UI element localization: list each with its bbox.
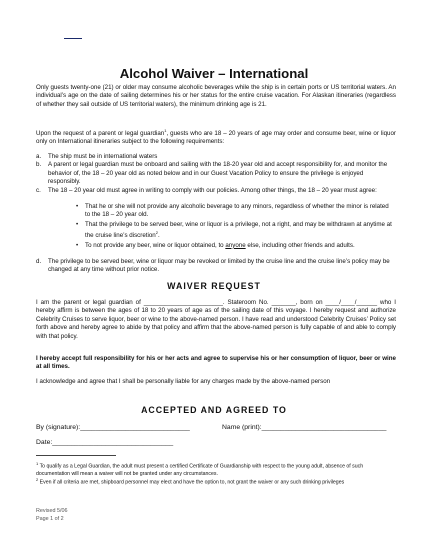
request-paragraph: Upon the request of a parent or legal guardian$^1$, guests who are 18 – 20 years of age may order and consume beer, wine or liquor only on International itineraries subject to the following requirements: bbox=[36, 128, 396, 146]
bullet-item: • That the privilege to be served beer, wine or liquor is a privilege, not a right, and may be withdrawn at anytime at the cruise line’s discretion$^2$. bbox=[76, 220, 392, 240]
requirements-list bbox=[36, 153, 396, 195]
footnote-divider bbox=[36, 455, 116, 456]
requirement-b: b. A parent or legal guardian must be onboard and sailing with the 18-20 year old and accept responsibility for, and monitor the behavior of, the 18 – 20 year old as noted below and in our Guest Vacation Policy to ensure the privilege is enjoyed responsibly. bbox=[36, 161, 388, 186]
intro-paragraph: Only guests twenty-one (21) or older may consume alcoholic beverages while the ship is in certain ports or US territorial waters. An individual’s age on the date of sailing determines his or her status for the entire cruise vacation. For Alaskan itineraries (regardless of whether they sail outside of US territorial waters), the minimum drinking age is 21. bbox=[36, 84, 396, 108]
requirement-d: d. The privilege to be served beer, wine or liquor may be revoked or limited by the cruise line and the cruise line’s policy may be changed at any time without prior notice. bbox=[36, 258, 390, 274]
requirement-c: c. The 18 – 20 year old must agree in writing to comply with our policies. Among other things, the 18 – 20 year must agree: bbox=[36, 186, 377, 194]
bullet-item: • To not provide any beer, wine or liquor obtained, to anyone else, including other friends and adults. bbox=[76, 241, 355, 249]
footnote-ref-2: 2 bbox=[155, 230, 158, 236]
document-title: Alcohol Waiver – International bbox=[119, 66, 309, 81]
footnote-1: $^1$ To qualify as a Legal Guardian, the adult must present a certified Certificate of Guardianship with respect to the young adult, absence of such documentation will mean a waiver will not be granted under any circumstances. bbox=[36, 461, 364, 477]
page-number: Page 1 of 2 bbox=[36, 516, 64, 522]
requirement-a: a. The ship must be in international waters bbox=[36, 153, 158, 160]
header-rule bbox=[64, 38, 82, 39]
bullet-item: • That he or she will not provide any alcoholic beverage to any minors, regardless of whether the minor is related to the 18 – 20 year old. bbox=[76, 203, 389, 219]
waiver-request-text: I am the parent or legal guardian of _______________________. Stateroom No. _______, born on ____/____/______ who I hereby affirm is between the ages of 18 to 20 years of age as of the sailing date of this voyage. I hereby request and authorize Celebrity Cruises to serve liquor, beer or wine to the above-named person. I have read and understood Celebrity Cruises’ Policy set forth above and hereby agree to abide by that policy and affirm that the above-named person is fully capable of and able to comply with that policy. bbox=[36, 299, 396, 340]
acknowledgement-text: I acknowledge and agree that I shall be personally liable for any charges made by the above-named person bbox=[36, 378, 331, 385]
waiver-request-heading: WAIVER REQUEST bbox=[167, 281, 261, 291]
accepted-heading: ACCEPTED AND AGREED TO bbox=[141, 405, 287, 415]
revision-label: Revised 5/06 bbox=[36, 508, 68, 514]
agreement-bullets bbox=[76, 203, 394, 251]
name-print-field[interactable]: Name (print):_________________________________ bbox=[222, 424, 387, 431]
date-field[interactable]: Date:________________________________ bbox=[36, 439, 174, 446]
signature-field[interactable]: By (signature):_____________________________ bbox=[36, 424, 190, 431]
footnote-ref-1: 1 bbox=[164, 128, 167, 133]
footnote-2: $^2$ Even if all criteria are met, shipboard personnel may elect and have the option to, not grant the waiver or any such drinking privileges bbox=[36, 477, 345, 486]
acceptance-statement: I hereby accept full responsibility for his or her acts and agree to supervise his or her consumption of liquor, beer or wine at all times. bbox=[36, 355, 396, 371]
